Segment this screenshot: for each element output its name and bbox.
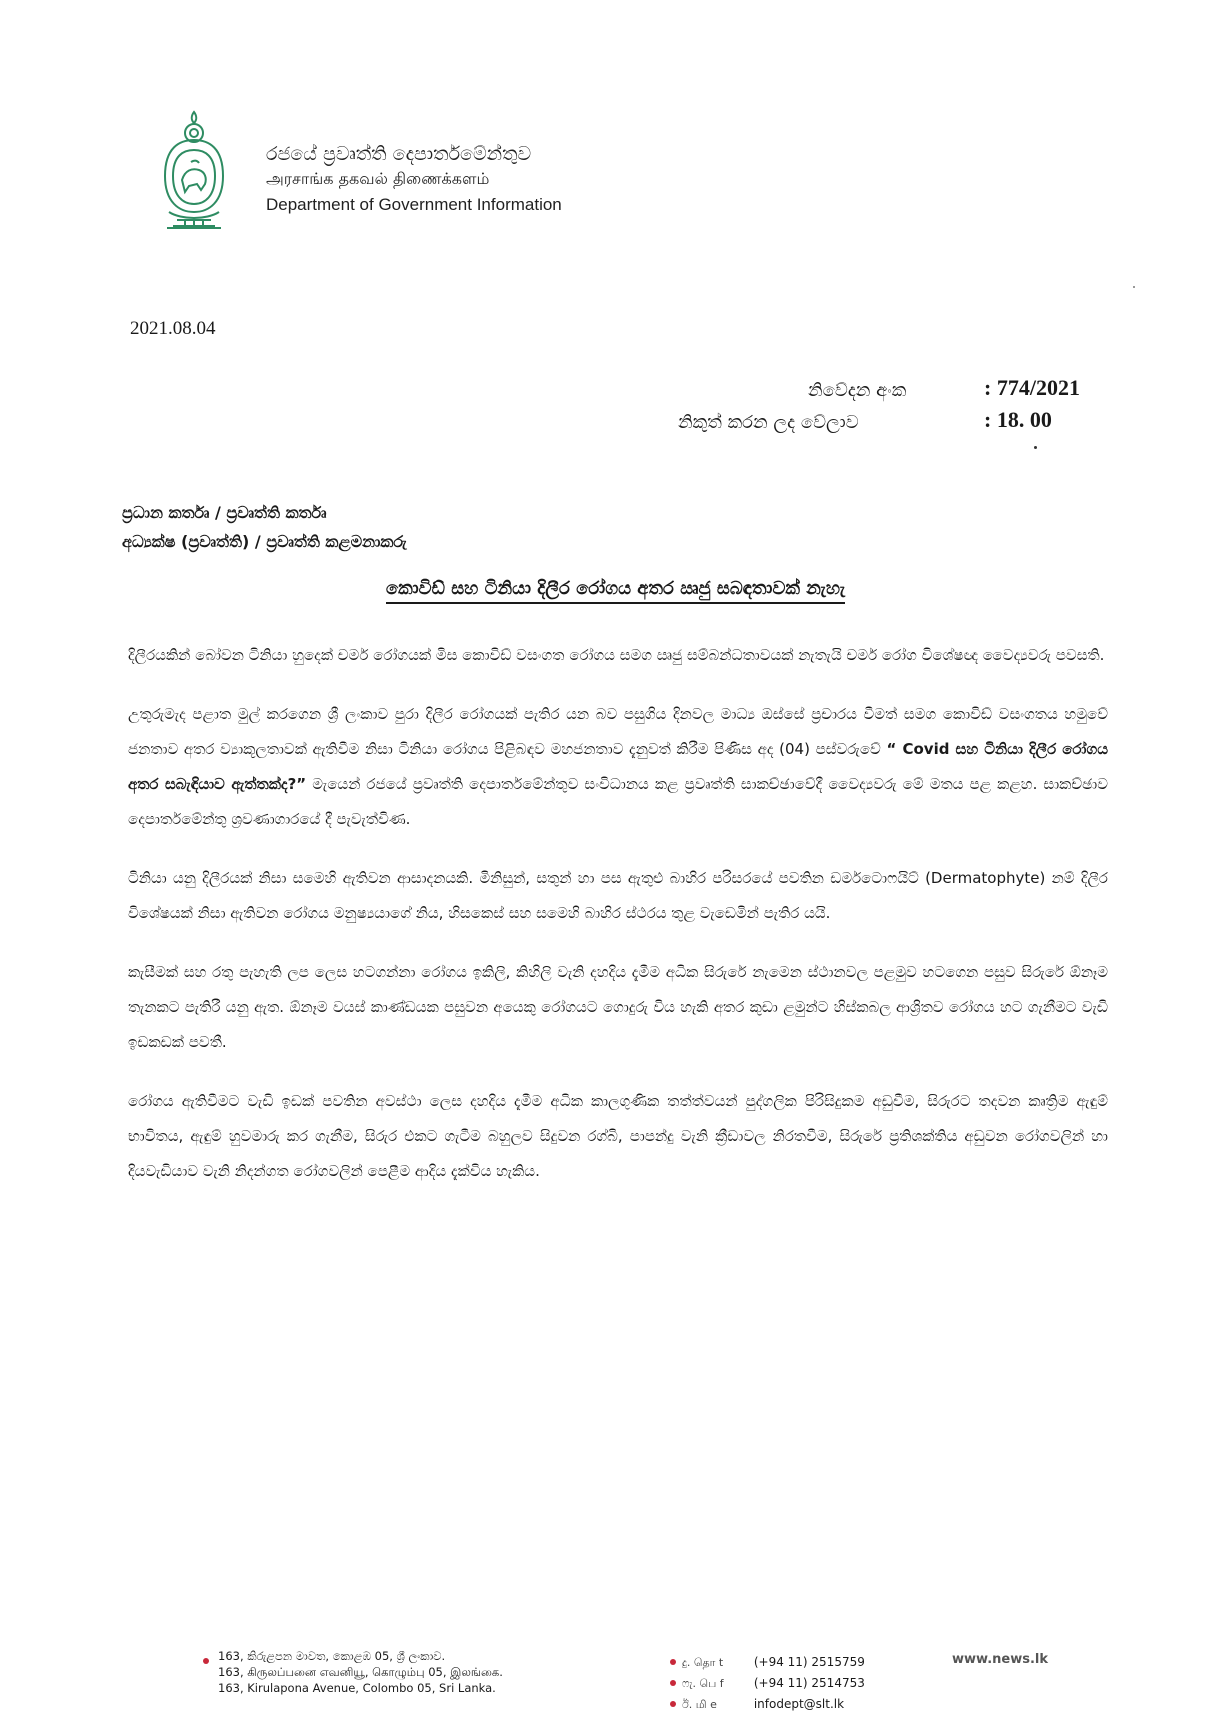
paragraph: ටිනියා යනු දිලීරයක් නිසා සමෙහි ඇතිවන ආසාදනයකි. මිනිසුන්, සතුන් හා පස ඇතුළු බාහිර පරිසරයේ පවතින ඩර්මටොෆයිට් (Dermatophyte) නම් දිලීර විශේෂයක් නිසා ඇතිවන රෝගය මනුෂ්‍යයාගේ නිය, හිසකෙස් සහ සමෙහි බාහිර ස්ථරය තුළ වැඩෙමින් පැතිර යයි. <box>128 869 1108 922</box>
department-name-sinhala: රජයේ ප්‍රවෘත්ති දෙපාර්තමේන්තුව <box>266 143 532 165</box>
release-date: 2021.08.04 <box>130 318 216 339</box>
footer-address <box>218 1648 503 1696</box>
department-names <box>266 145 562 213</box>
footer-contacts <box>682 1652 865 1715</box>
email-row <box>682 1694 865 1715</box>
bullet-icon <box>203 1658 209 1664</box>
paragraph: රෝගය ඇතිවීමට වැඩි ඉඩක් පවතින අවස්ථා ලෙස දහදිය දැමීම අධික කාලගුණික තත්ත්වයන් පුද්ගලික පිරිසිදුකම අඩුවීම, සිරුරට තදවන කෘත්‍රිම ඇඳුම් භාවිතය, ඇඳුම් හුවමාරු කර ගැනීම, සිරුර එකට ගැටීම බහුලව සිදුවන රග්බි, පාපන්දු වැනි ක්‍රීඩාවල නිරතවීම, සිරුරේ ප්‍රතිශක්තිය අඩුවන රෝගවලින් හා දියවැඩියාව වැනි නිදන්ගත රෝගවලින් පෙළීම ආදිය දැක්විය හැකිය. <box>128 1092 1108 1180</box>
sri-lanka-emblem-icon <box>155 108 233 234</box>
release-number-label: නිවේදන අංක <box>808 380 907 401</box>
recipient-line: ප්‍රධාන කර්තෘ / ප්‍රවෘත්ති කර්තෘ <box>122 503 327 522</box>
recipients <box>122 498 407 556</box>
fax-number: (+94 11) 2514753 <box>753 1676 865 1690</box>
email-address: infodept@slt.lk <box>753 1697 845 1711</box>
release-time-value: : 18. 00 <box>984 407 1052 432</box>
body-text <box>128 638 1108 1213</box>
bullet-icon <box>670 1701 676 1707</box>
bullet-icon <box>670 1680 676 1686</box>
website-link[interactable]: www.news.lk <box>952 1652 1048 1667</box>
address-line: 163, Kirulapona Avenue, Colombo 05, Sri Lanka. <box>218 1681 496 1695</box>
release-number-value: : 774/2021 <box>984 375 1080 400</box>
recipient-line: අධ්‍යක්ෂ (ප්‍රවෘත්ති) / ප්‍රවෘත්ති කළමනාකරු <box>122 532 407 551</box>
email-label: ඊ. மி e <box>682 1698 717 1711</box>
release-time-label: නිකුත් කරන ලද වේලාව <box>678 412 859 433</box>
bullet-icon <box>670 1659 676 1665</box>
fax-label: ෆැ. பெ f <box>682 1677 724 1690</box>
scan-dot <box>1034 446 1037 449</box>
paragraph: දිලීරයකින් බෝවන ටිනියා හුදෙක් චර්ම රෝගයක් මිස කොවිඩ් වසංගත රෝගය සමග ඍජු සම්බන්ධතාවයක් නැතැයි චර්ම රෝග විශේෂඥ වෛද්‍යවරු පවසති. <box>128 646 1105 664</box>
headline-text: කොවිඩ් සහ ටිනියා දිලීර රෝගය අතර ඍජු සබඳතාවක් නැහැ <box>386 578 845 604</box>
department-name-tamil: அரசாங்க தகவல் திணைக்களம் <box>266 169 490 188</box>
address-line: 163, கிருலப்பனை எவனியூ, கொழும்பு 05, இலங்கை. <box>218 1665 503 1679</box>
fax-row <box>682 1673 865 1694</box>
headline <box>0 578 1231 599</box>
discussion-title: “ Covid සහ ටිනියා දිලීර රෝගය අතර සබැඳියාව ඇත්තක්ද?” <box>128 740 1108 793</box>
phone-number: (+94 11) 2515759 <box>753 1655 865 1669</box>
paragraph <box>128 697 1108 837</box>
phone-row <box>682 1652 865 1673</box>
paragraph: කැසීමක් සහ රතු පැහැති ලප ලෙස හටගන්නා රෝගය ඉකිලි, කිහිලි වැනි දහදිය දැමීම අධික සිරුරේ නැමෙන ස්ථානවල පළමුව හටගෙන පසුව සිරුරේ ඕනෑම තැනකට පැතිරී යනු ඇත. ඕනෑම වයස් කාණ්ඩයක පසුවන අයෙකු රෝගයට ගොදුරු විය හැකි අතර කුඩා ළමුන්ට හිස්කබල ආශ්‍රිතව රෝගය හට ගැනීමට වැඩි ඉඩකඩක් පවතී. <box>128 963 1108 1051</box>
scan-mark <box>1133 286 1135 288</box>
address-line: 163, කිරුළපන මාවත, කොළඹ 05, ශ්‍රී ලංකාව. <box>218 1649 446 1663</box>
paragraph-part: මැයෙන් රජයේ ප්‍රවෘත්ති දෙපාර්තමේන්තුව සංවිධානය කළ ප්‍රවෘත්ති සාකච්ඡාවේදී වෛද්‍යවරු මේ මතය පළ කළහ. සාකච්ඡාව දෙපාර්තමේන්තු ශ්‍රවණාගාරයේ දී පැවැත්විණ. <box>128 775 1108 828</box>
department-name-english: Department of Government Information <box>266 195 562 214</box>
paragraph-part: උතුරුමැද පළාත මුල් කරගෙන ශ්‍රී ලංකාව පුරා දිලීර රෝගයක් පැතිර යන බව පසුගිය දිනවල මාධ්‍ය ඔස්සේ ප්‍රචාරය වීමත් සමග කොවිඩ් වසංගතය හමුවේ ජනතාව අතර ව්‍යාකූලතාවක් ඇතිවීම නිසා ටිනියා රෝගය පිළිබඳව මහජනතාව දැනුවත් කිරීම පිණිස අද (04) පස්වරුවේ <box>128 705 1108 758</box>
phone-label: දු. தொ t <box>682 1656 724 1669</box>
